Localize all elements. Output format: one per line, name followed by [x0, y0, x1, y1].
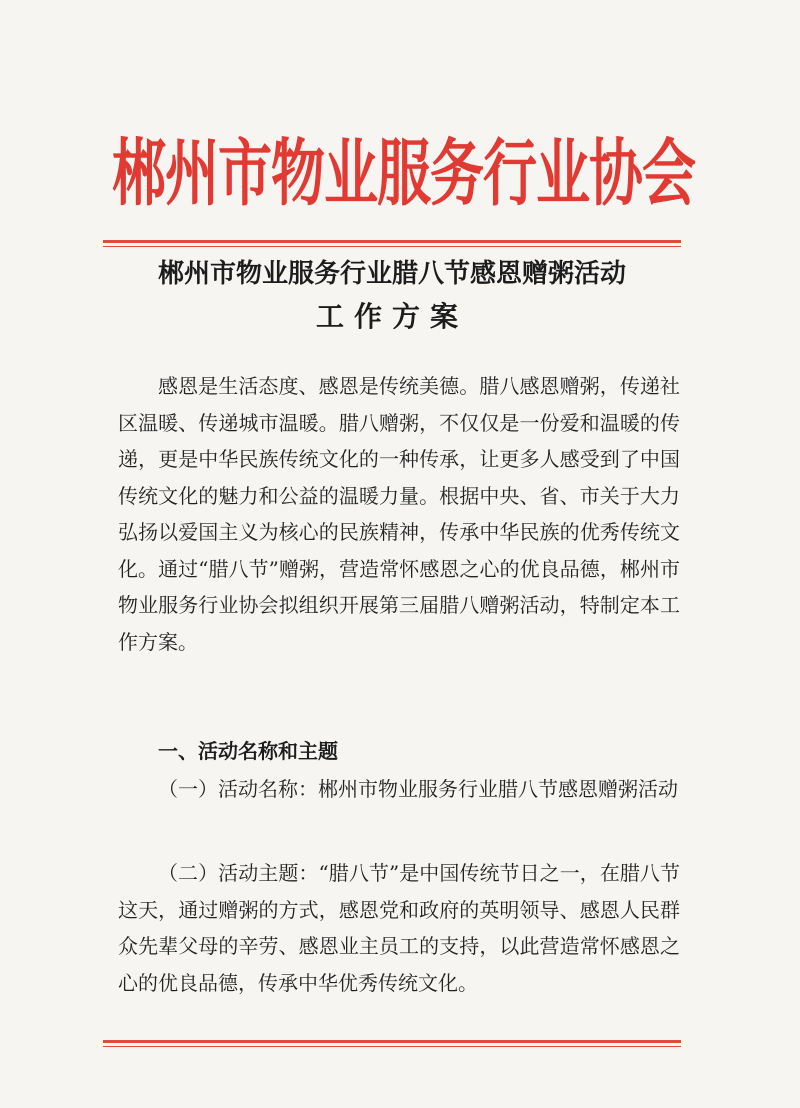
document-title: 郴州市物业服务行业腊八节感恩赠粥活动	[157, 259, 626, 289]
section-heading-activity: 一、活动名称和主题	[158, 739, 338, 763]
red-header-rule	[103, 240, 681, 248]
red-footer-rule	[103, 1040, 681, 1048]
activity-theme-paragraph: （二）活动主题：“腊八节”是中国传统节日之一，在腊八节这天，通过赠粥的方式，感恩党和政府的英明领导、感恩人民群众先辈父母的辛劳、感恩业主员工的支持，以此营造常怀感恩之心的优良品德，传承中华优秀传统文化。	[118, 861, 680, 995]
header-rule-thick	[103, 240, 681, 243]
document-subtitle: 工作方案	[315, 300, 468, 333]
footer-rule-thick	[103, 1040, 681, 1043]
intro-paragraph: 感恩是生活态度、感恩是传统美德。腊八感恩赠粥，传递社区温暖、传递城市温暖。腊八赠粥，不仅仅是一份爱和温暖的传递，更是中华民族传统文化的一种传承，让更多人感受到了中国传统文化的魅力和公益的温暖力量。根据中央、省、市关于大力弘扬以爱国主义为核心的民族精神，传承中华民族的优秀传统文化。通过“腊八节”赠粥，营造常怀感恩之心的优良品德，郴州市物业服务行业协会拟组织开展第三届腊八赠粥活动，特制定本工作方案。	[118, 374, 680, 654]
footer-rule-thin	[103, 1046, 681, 1047]
activity-name-paragraph: （一）活动名称：郴州市物业服务行业腊八节感恩赠粥活动	[158, 777, 678, 801]
header-rule-thin	[103, 246, 681, 247]
masthead-title: 郴州市物业服务行业协会	[112, 129, 695, 217]
